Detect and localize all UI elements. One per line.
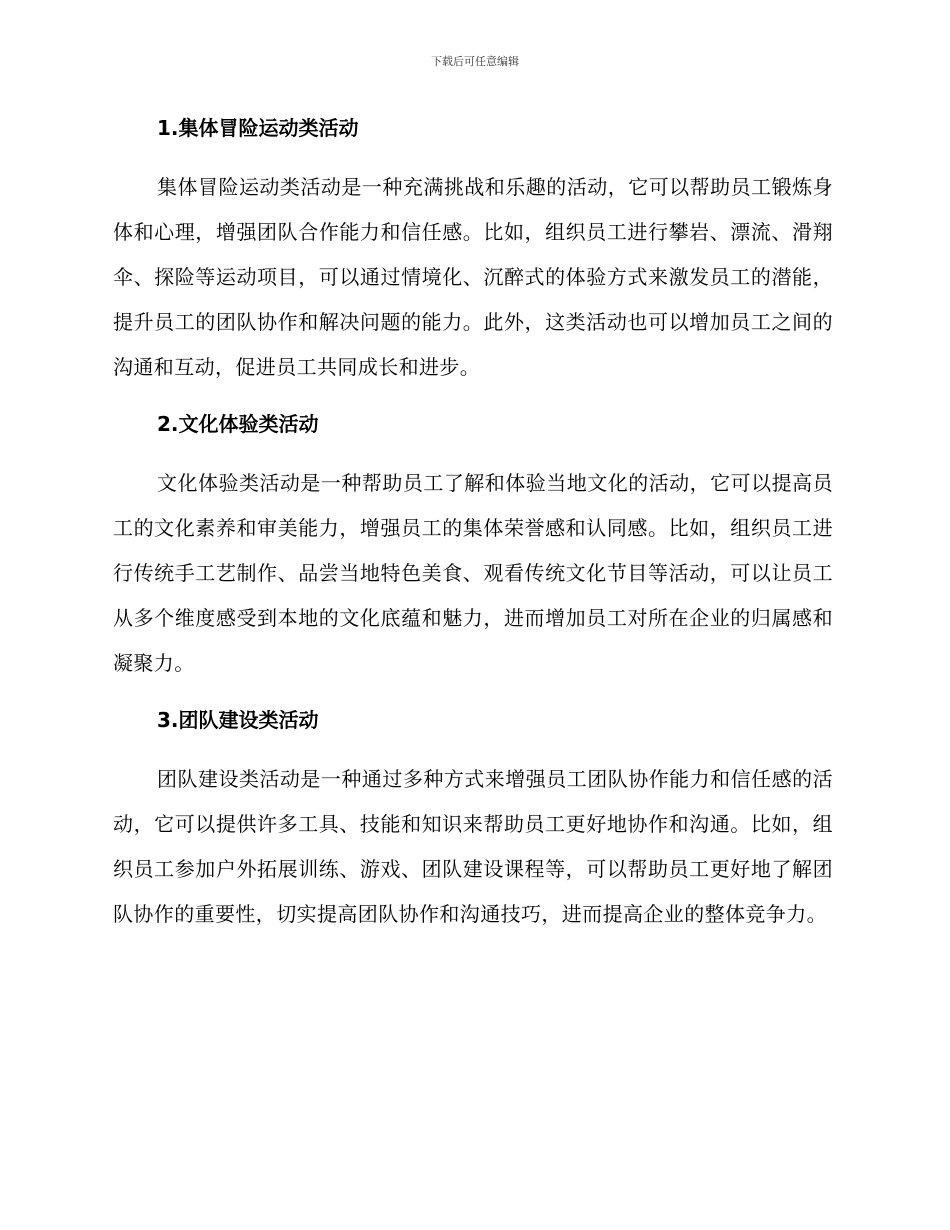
section-heading: 2.文化体验类活动	[157, 412, 319, 436]
section-paragraph: 文化体验类活动是一种帮助员工了解和体验当地文化的活动，它可以提高员工的文化素养和审美能力，增强员工的集体荣誉感和认同感。比如，组织员工进行传统手工艺制作、品尝当地特色美食、观看传统文化节目等活动，可以让员工从多个维度感受到本地的文化底蕴和魅力，进而增加员工对所在企业的归属感和凝聚力。	[113, 471, 833, 675]
section-team-building	[113, 700, 833, 937]
page-header-note: 下载后可任意编辑	[431, 55, 519, 68]
section-heading: 1.集体冒险运动类活动	[157, 116, 359, 140]
document-body	[113, 108, 833, 951]
section-adventure-sports	[113, 108, 833, 390]
section-paragraph: 团队建设类活动是一种通过多种方式来增强员工团队协作能力和信任感的活动，它可以提供许多工具、技能和知识来帮助员工更好地协作和沟通。比如，组织员工参加户外拓展训练、游戏、团队建设课程等，可以帮助员工更好地了解团队协作的重要性，切实提高团队协作和沟通技巧，进而提高企业的整体竞争力。	[113, 767, 833, 926]
section-heading: 3.团队建设类活动	[157, 708, 319, 732]
section-paragraph: 集体冒险运动类活动是一种充满挑战和乐趣的活动，它可以帮助员工锻炼身体和心理，增强团队合作能力和信任感。比如，组织员工进行攀岩、漂流、滑翔伞、探险等运动项目，可以通过情境化、沉醉式的体验方式来激发员工的潜能，提升员工的团队协作和解决问题的能力。此外，这类活动也可以增加员工之间的沟通和互动，促进员工共同成长和进步。	[113, 175, 833, 379]
section-cultural-experience	[113, 404, 833, 686]
